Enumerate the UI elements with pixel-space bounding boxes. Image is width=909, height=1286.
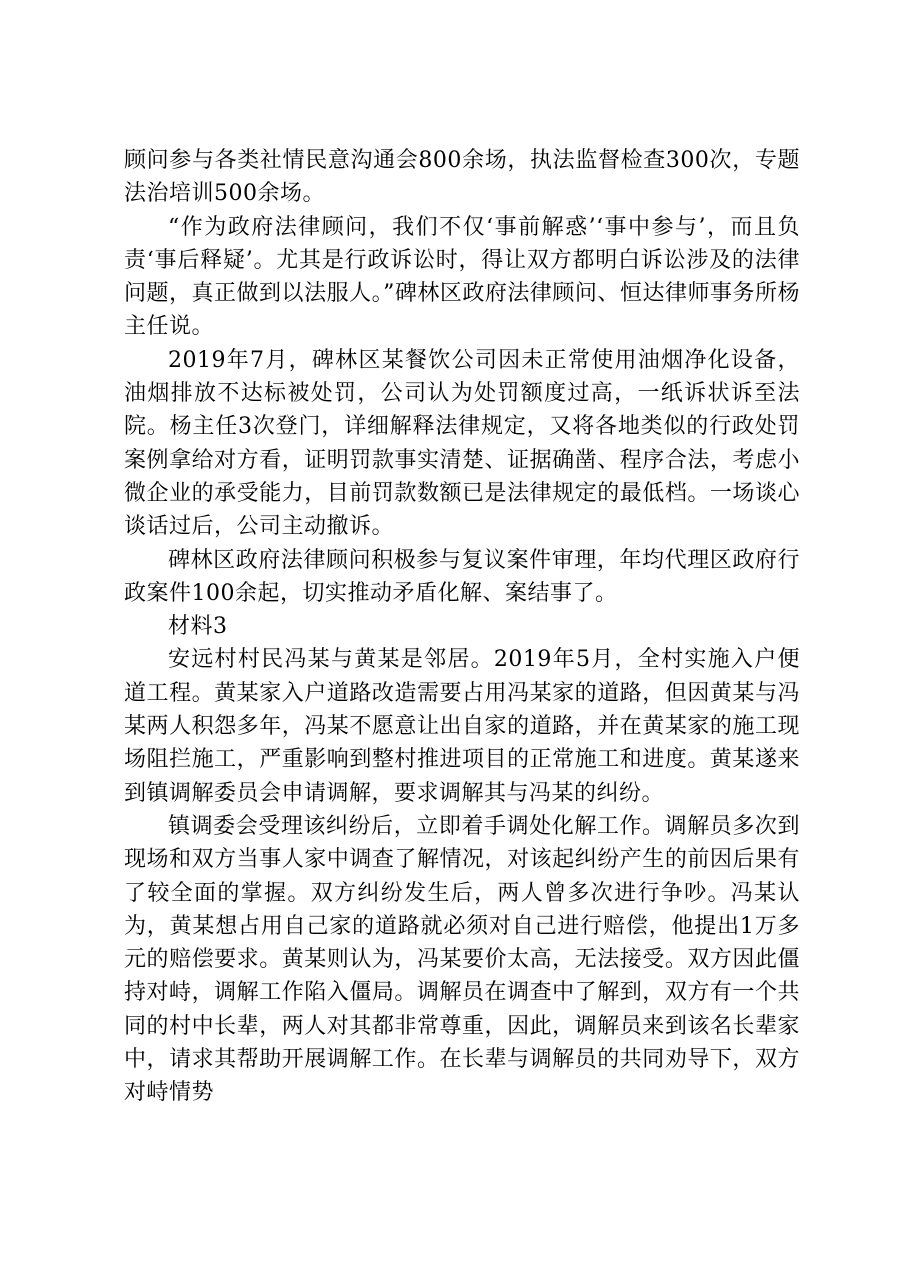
section-heading-material-3: 材料3 bbox=[168, 614, 228, 640]
paragraph-mediation-process: 镇调委会受理该纠纷后，立即着手调处化解工作。调解员多次到现场和双方当事人家中调查了解情况，对该起纠纷产生的前因后果有了较全面的掌握。双方纠纷发生后，两人曾多次进行争吵。冯某认为，黄某想占用自己家的道路就必须对自己进行赔偿，他提出1万多元的赔偿要求。黄某则认为，冯某要价太高，无法接受。双方因此僵持对峙，调解工作陷入僵局。调解员在调查中了解到，双方有一个共同的村中长辈，两人对其都非常尊重，因此，调解员来到该名长辈家中，请求其帮助开展调解工作。在长辈与调解员的共同劝导下，双方对峙情势 bbox=[124, 813, 800, 1106]
document-page bbox=[124, 144, 800, 1110]
paragraph-neighbor-dispute: 安远村村民冯某与黄某是邻居。2019年5月，全村实施入户便道工程。黄某家入户道路改造需要占用冯某家的道路，但因黄某与冯某两人积怨多年，冯某不愿意让出自家的道路，并在黄某家的施工现场阻拦施工，严重影响到整村推进项目的正常施工和进度。黄某遂来到镇调解委员会申请调解，要求调解其与冯某的纠纷。 bbox=[124, 647, 800, 806]
paragraph-consultant-stats: 顾问参与各类社情民意沟通会800余场，执法监督检查300次，专题法治培训500余场。 bbox=[124, 148, 800, 207]
paragraph-quote-director-yang: “作为政府法律顾问，我们不仅‘事前解惑’‘事中参与’，而且负责‘事后释疑’。尤其是行政诉讼时，得让双方都明白诉讼涉及的法律问题，真正做到以法服人。”碑林区政府法律顾问、恒达律师事务所杨主任说。 bbox=[124, 214, 800, 340]
paragraph-review-cases: 碑林区政府法律顾问积极参与复议案件审理，年均代理区政府行政案件100余起，切实推动矛盾化解、案结事了。 bbox=[124, 547, 800, 606]
paragraph-restaurant-case: 2019年7月，碑林区某餐饮公司因未正常使用油烟净化设备，油烟排放不达标被处罚，公司认为处罚额度过高，一纸诉状诉至法院。杨主任3次登门，详细解释法律规定，又将各地类似的行政处罚案例拿给对方看，证明罚款事实清楚、证据确凿、程序合法，考虑小微企业的承受能力，目前罚款数额已是法律规定的最低档。一场谈心谈话过后，公司主动撤诉。 bbox=[124, 347, 800, 540]
